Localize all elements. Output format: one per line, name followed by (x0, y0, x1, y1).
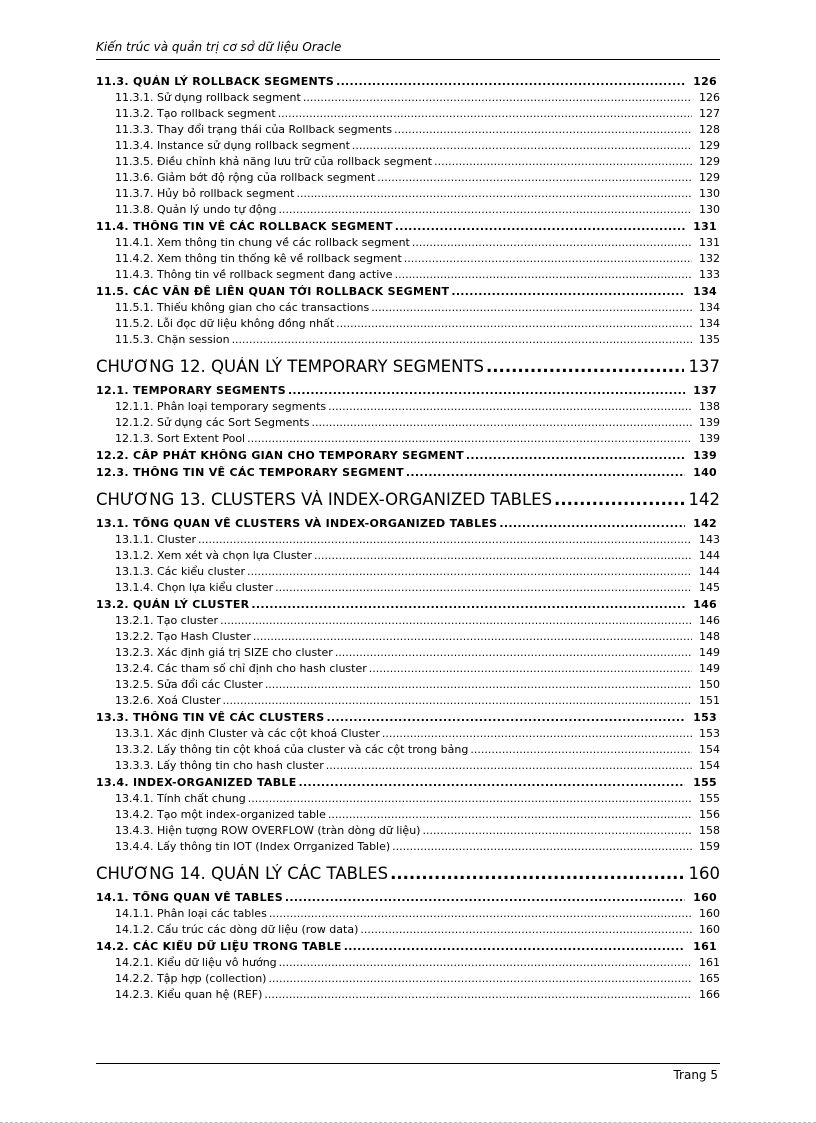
dot-leader (392, 840, 692, 853)
toc-entry-page: 153 (693, 711, 717, 724)
toc-section[interactable] (96, 220, 720, 236)
toc-subsection[interactable] (96, 123, 720, 139)
toc-entry-page: 160 (688, 864, 720, 883)
toc-entry-page: 158 (699, 824, 720, 837)
toc-entry-title: 13.4.3. Hiện tượng ROW OVERFLOW (tràn dòng dữ liệu) (115, 824, 421, 837)
toc-entry-title: 13.2. QUẢN LÝ CLUSTER (96, 598, 250, 611)
toc-subsection[interactable] (96, 792, 720, 808)
dot-leader (344, 940, 685, 953)
toc-subsection[interactable] (96, 727, 720, 743)
dot-leader (404, 252, 692, 265)
page-number: Trang 5 (673, 1068, 718, 1082)
toc-entry-title: 13.2.6. Xoá Cluster (115, 694, 221, 707)
toc-subsection[interactable] (96, 400, 720, 416)
toc-subsection[interactable] (96, 581, 720, 597)
toc-entry-page: 166 (699, 988, 720, 1001)
toc-entry-title: 13.4.2. Tạo một index-organized table (115, 808, 326, 821)
toc-entry-page: 155 (693, 776, 717, 789)
toc-subsection[interactable] (96, 972, 720, 988)
toc-entry-title: 14.1.2. Cấu trúc các dòng dữ liệu (row data) (115, 923, 359, 936)
dot-leader (198, 533, 692, 546)
toc-subsection[interactable] (96, 317, 720, 333)
dot-leader (328, 400, 692, 413)
toc-section[interactable] (96, 776, 720, 792)
toc-section[interactable] (96, 384, 720, 400)
dot-leader (326, 759, 692, 772)
toc-entry-page: 142 (688, 490, 720, 509)
toc-entry-title: 11.3.3. Thay đổi trạng thái của Rollback segments (115, 123, 393, 136)
toc-entry-page: 137 (688, 357, 720, 376)
toc-entry-title: 13.4. INDEX-ORGANIZED TABLE (96, 776, 297, 789)
toc-entry-title: 13.2.3. Xác định giá trị SIZE cho cluster (115, 646, 333, 659)
toc-entry-title: 12.1.2. Sử dụng các Sort Segments (115, 416, 310, 429)
toc-entry-page: 154 (699, 743, 720, 756)
dot-leader (288, 384, 685, 397)
toc-entry-title: 11.3. QUẢN LÝ ROLLBACK SEGMENTS (96, 75, 335, 88)
dot-leader (470, 743, 692, 756)
dot-leader (336, 317, 692, 330)
toc-entry-title: 11.5.3. Chặn session (115, 333, 230, 346)
dot-leader (311, 416, 692, 429)
toc-entry-page: 154 (699, 759, 720, 772)
toc-entry-page: 139 (699, 416, 720, 429)
dot-leader (395, 268, 692, 281)
footer-divider (96, 1063, 720, 1064)
dot-leader (275, 581, 692, 594)
toc-entry-title: 11.5.2. Lỗi đọc dữ liệu không đồng nhất (115, 317, 335, 330)
toc-entry-title: 14.1.1. Phân loại các tables (115, 907, 267, 920)
toc-subsection[interactable] (96, 139, 720, 155)
toc-entry-page: 153 (699, 727, 720, 740)
dot-leader (303, 91, 692, 104)
toc-entry-page: 143 (699, 533, 720, 546)
toc-entry-page: 156 (699, 808, 720, 821)
toc-entry-page: 149 (699, 662, 720, 675)
dot-leader (296, 187, 692, 200)
toc-entry-title: 11.5.1. Thiếu không gian cho các transactions (115, 301, 370, 314)
dot-leader (279, 956, 692, 969)
toc-entry-title: 13.2.4. Các tham số chỉ định cho hash cluster (115, 662, 367, 675)
dot-leader (394, 123, 692, 136)
toc-entry-page: 151 (699, 694, 720, 707)
dot-leader (327, 711, 685, 724)
toc-subsection[interactable] (96, 662, 720, 678)
toc-entry-page: 142 (693, 517, 717, 530)
toc-entry-title: 13.3.3. Lấy thông tin cho hash cluster (115, 759, 324, 772)
toc-entry-title: 13.3.2. Lấy thông tin cột khoá của cluster và các cột trong bảng (115, 743, 469, 756)
toc-subsection[interactable] (96, 155, 720, 171)
toc-subsection[interactable] (96, 907, 720, 923)
toc-entry-title: 13.2.2. Tạo Hash Cluster (115, 630, 251, 643)
toc-section[interactable] (96, 285, 720, 301)
toc-entry-title: 14.1. TỔNG QUAN VỀ TABLES (96, 891, 283, 904)
toc-chapter[interactable] (96, 357, 720, 383)
dot-leader (251, 598, 685, 611)
toc-chapter[interactable] (96, 490, 720, 516)
toc-entry-title: 11.3.8. Quản lý undo tự động (115, 203, 277, 216)
toc-subsection[interactable] (96, 988, 720, 1004)
toc-subsection[interactable] (96, 824, 720, 840)
toc-entry-title: 11.5. CÁC VẤN ĐỀ LIÊN QUAN TỚI ROLLBACK SEGMENT (96, 285, 450, 298)
dot-leader (336, 75, 685, 88)
dot-leader (314, 549, 692, 562)
toc-section[interactable] (96, 517, 720, 533)
toc-entry-title: 13.2.1. Tạo cluster (115, 614, 219, 627)
toc-entry-title: 14.2.3. Kiểu quan hệ (REF) (115, 988, 263, 1001)
toc-subsection[interactable] (96, 646, 720, 662)
dot-leader (248, 792, 692, 805)
toc-entry-page: 148 (699, 630, 720, 643)
toc-subsection[interactable] (96, 91, 720, 107)
toc-entry-page: 137 (693, 384, 717, 397)
dot-leader (382, 727, 692, 740)
toc-entry-title: 11.4. THÔNG TIN VỀ CÁC ROLLBACK SEGMENT (96, 220, 393, 233)
toc-entry-title: CHƯƠNG 12. QUẢN LÝ TEMPORARY SEGMENTS (96, 357, 485, 376)
dot-leader (377, 171, 692, 184)
toc-subsection[interactable] (96, 614, 720, 630)
toc-entry-title: 13.3. THÔNG TIN VỀ CÁC CLUSTERS (96, 711, 325, 724)
dot-leader (422, 824, 692, 837)
toc-entry-title: 11.3.5. Điều chỉnh khả năng lưu trữ của rollback segment (115, 155, 433, 168)
toc-chapter[interactable] (96, 864, 720, 890)
toc-entry-page: 131 (693, 220, 717, 233)
toc-entry-page: 126 (699, 91, 720, 104)
toc-entry-page: 126 (693, 75, 717, 88)
toc-entry-page: 133 (699, 268, 720, 281)
dot-leader (434, 155, 692, 168)
dot-leader (220, 614, 692, 627)
toc-subsection[interactable] (96, 171, 720, 187)
toc-entry-title: 13.4.1. Tính chất chung (115, 792, 246, 805)
toc-entry-page: 149 (699, 646, 720, 659)
toc-entry-title: 11.3.2. Tạo rollback segment (115, 107, 276, 120)
dot-leader (268, 972, 692, 985)
dot-leader (486, 357, 684, 376)
dot-leader (466, 449, 685, 462)
toc-section[interactable] (96, 598, 720, 614)
toc-entry-page: 132 (699, 252, 720, 265)
page-header: Kiến trúc và quản trị cơ sở dữ liệu Oracle (96, 40, 342, 54)
toc-subsection[interactable] (96, 268, 720, 284)
toc-entry-page: 130 (699, 203, 720, 216)
dot-leader (247, 432, 692, 445)
dot-leader (352, 139, 692, 152)
toc-entry-title: 13.1.3. Các kiểu cluster (115, 565, 246, 578)
dot-leader (278, 203, 692, 216)
dot-leader (360, 923, 692, 936)
toc-subsection[interactable] (96, 301, 720, 317)
toc-subsection[interactable] (96, 252, 720, 268)
toc-subsection[interactable] (96, 694, 720, 710)
dot-leader (299, 776, 685, 789)
toc-entry-title: CHƯƠNG 14. QUẢN LÝ CÁC TABLES (96, 864, 389, 883)
toc-entry-title: 14.2.1. Kiểu dữ liệu vô hướng (115, 956, 277, 969)
toc-entry-page: 128 (699, 123, 720, 136)
toc-entry-page: 160 (699, 907, 720, 920)
dot-leader (278, 107, 692, 120)
toc-entry-page: 155 (699, 792, 720, 805)
toc-subsection[interactable] (96, 743, 720, 759)
toc-entry-page: 161 (699, 956, 720, 969)
toc-section[interactable] (96, 466, 720, 482)
toc-entry-page: 129 (699, 155, 720, 168)
toc-entry-title: 12.2. CẤP PHÁT KHÔNG GIAN CHO TEMPORARY SEGMENT (96, 449, 464, 462)
dot-leader (328, 808, 692, 821)
toc-subsection[interactable] (96, 432, 720, 448)
toc-entry-title: 11.3.1. Sử dụng rollback segment (115, 91, 301, 104)
toc-entry-title: 14.2.2. Tập hợp (collection) (115, 972, 267, 985)
toc-subsection[interactable] (96, 107, 720, 123)
header-divider (96, 59, 720, 60)
toc-subsection[interactable] (96, 956, 720, 972)
toc-entry-page: 134 (699, 301, 720, 314)
toc-subsection[interactable] (96, 808, 720, 824)
toc-entry-title: CHƯƠNG 13. CLUSTERS VÀ INDEX-ORGANIZED TABLES (96, 490, 553, 509)
toc-entry-page: 160 (699, 923, 720, 936)
toc-entry-page: 127 (699, 107, 720, 120)
toc-subsection[interactable] (96, 203, 720, 219)
dot-leader (369, 662, 692, 675)
toc-entry-title: 14.2. CÁC KIỂU DỮ LIỆU TRONG TABLE (96, 940, 342, 953)
toc-subsection[interactable] (96, 187, 720, 203)
dot-leader (285, 891, 685, 904)
toc-entry-page: 159 (699, 840, 720, 853)
toc-subsection[interactable] (96, 565, 720, 581)
toc-entry-title: 12.3. THÔNG TIN VỀ CÁC TEMPORARY SEGMENT (96, 466, 404, 479)
dot-leader (371, 301, 692, 314)
dot-leader (247, 565, 692, 578)
toc-entry-page: 134 (693, 285, 717, 298)
toc-entry-page: 144 (699, 549, 720, 562)
toc-entry-title: 13.1.2. Xem xét và chọn lựa Cluster (115, 549, 313, 562)
toc-entry-page: 131 (699, 236, 720, 249)
toc-subsection[interactable] (96, 416, 720, 432)
toc-entry-title: 11.3.6. Giảm bớt độ rộng của rollback segment (115, 171, 376, 184)
toc-entry-title: 11.3.7. Hủy bỏ rollback segment (115, 187, 295, 200)
toc-entry-title: 13.3.1. Xác định Cluster và các cột khoá Cluster (115, 727, 380, 740)
toc-entry-title: 13.1.4. Chọn lựa kiểu cluster (115, 581, 274, 594)
toc-entry-page: 134 (699, 317, 720, 330)
toc-entry-title: 13.1. TỔNG QUAN VỀ CLUSTERS VÀ INDEX-ORGANIZED TABLES (96, 517, 498, 530)
dot-leader (499, 517, 685, 530)
toc-entry-page: 129 (699, 139, 720, 152)
toc-entry-page: 140 (693, 466, 717, 479)
toc-entry-title: 13.4.4. Lấy thông tin IOT (Index Orrganized Table) (115, 840, 391, 853)
toc-entry-title: 11.4.2. Xem thông tin thống kê về rollback segment (115, 252, 402, 265)
dot-leader (253, 630, 692, 643)
toc-subsection[interactable] (96, 840, 720, 856)
toc-entry-title: 11.4.3. Thông tin về rollback segment đang active (115, 268, 393, 281)
toc-entry-title: 11.3.4. Instance sử dụng rollback segment (115, 139, 350, 152)
toc-entry-page: 146 (699, 614, 720, 627)
toc-entry-page: 161 (693, 940, 717, 953)
toc-entry-page: 139 (693, 449, 717, 462)
toc-subsection[interactable] (96, 759, 720, 775)
toc-subsection[interactable] (96, 533, 720, 549)
dot-leader (265, 678, 692, 691)
toc-section[interactable] (96, 711, 720, 727)
dot-leader (412, 236, 692, 249)
dot-leader (269, 907, 692, 920)
toc-entry-page: 145 (699, 581, 720, 594)
toc-entry-title: 12.1. TEMPORARY SEGMENTS (96, 384, 286, 397)
toc-subsection[interactable] (96, 236, 720, 252)
toc-entry-page: 150 (699, 678, 720, 691)
toc-section[interactable] (96, 940, 720, 956)
toc-subsection[interactable] (96, 333, 720, 349)
dot-leader (406, 466, 685, 479)
toc-entry-page: 130 (699, 187, 720, 200)
toc-entry-page: 139 (699, 432, 720, 445)
toc-entry-title: 13.2.5. Sửa đổi các Cluster (115, 678, 263, 691)
toc-entry-page: 146 (693, 598, 717, 611)
toc-entry-title: 12.1.1. Phân loại temporary segments (115, 400, 327, 413)
toc-subsection[interactable] (96, 630, 720, 646)
toc-entry-page: 138 (699, 400, 720, 413)
table-of-contents (96, 74, 720, 1004)
dot-leader (335, 646, 692, 659)
toc-entry-title: 12.1.3. Sort Extent Pool (115, 432, 246, 445)
toc-subsection[interactable] (96, 549, 720, 565)
dot-leader (232, 333, 692, 346)
dot-leader (395, 220, 685, 233)
dot-leader (451, 285, 685, 298)
dot-leader (554, 490, 684, 509)
toc-entry-page: 129 (699, 171, 720, 184)
toc-entry-title: 13.1.1. Cluster (115, 533, 197, 546)
toc-subsection[interactable] (96, 678, 720, 694)
toc-section[interactable] (96, 449, 720, 465)
dot-leader (223, 694, 692, 707)
toc-entry-title: 11.4.1. Xem thông tin chung về các rollback segment (115, 236, 410, 249)
toc-entry-page: 135 (699, 333, 720, 346)
toc-entry-page: 165 (699, 972, 720, 985)
dot-leader (264, 988, 692, 1001)
toc-entry-page: 160 (693, 891, 717, 904)
toc-entry-page: 144 (699, 565, 720, 578)
dot-leader (390, 864, 684, 883)
toc-subsection[interactable] (96, 923, 720, 939)
toc-section[interactable] (96, 891, 720, 907)
toc-section[interactable] (96, 75, 720, 91)
